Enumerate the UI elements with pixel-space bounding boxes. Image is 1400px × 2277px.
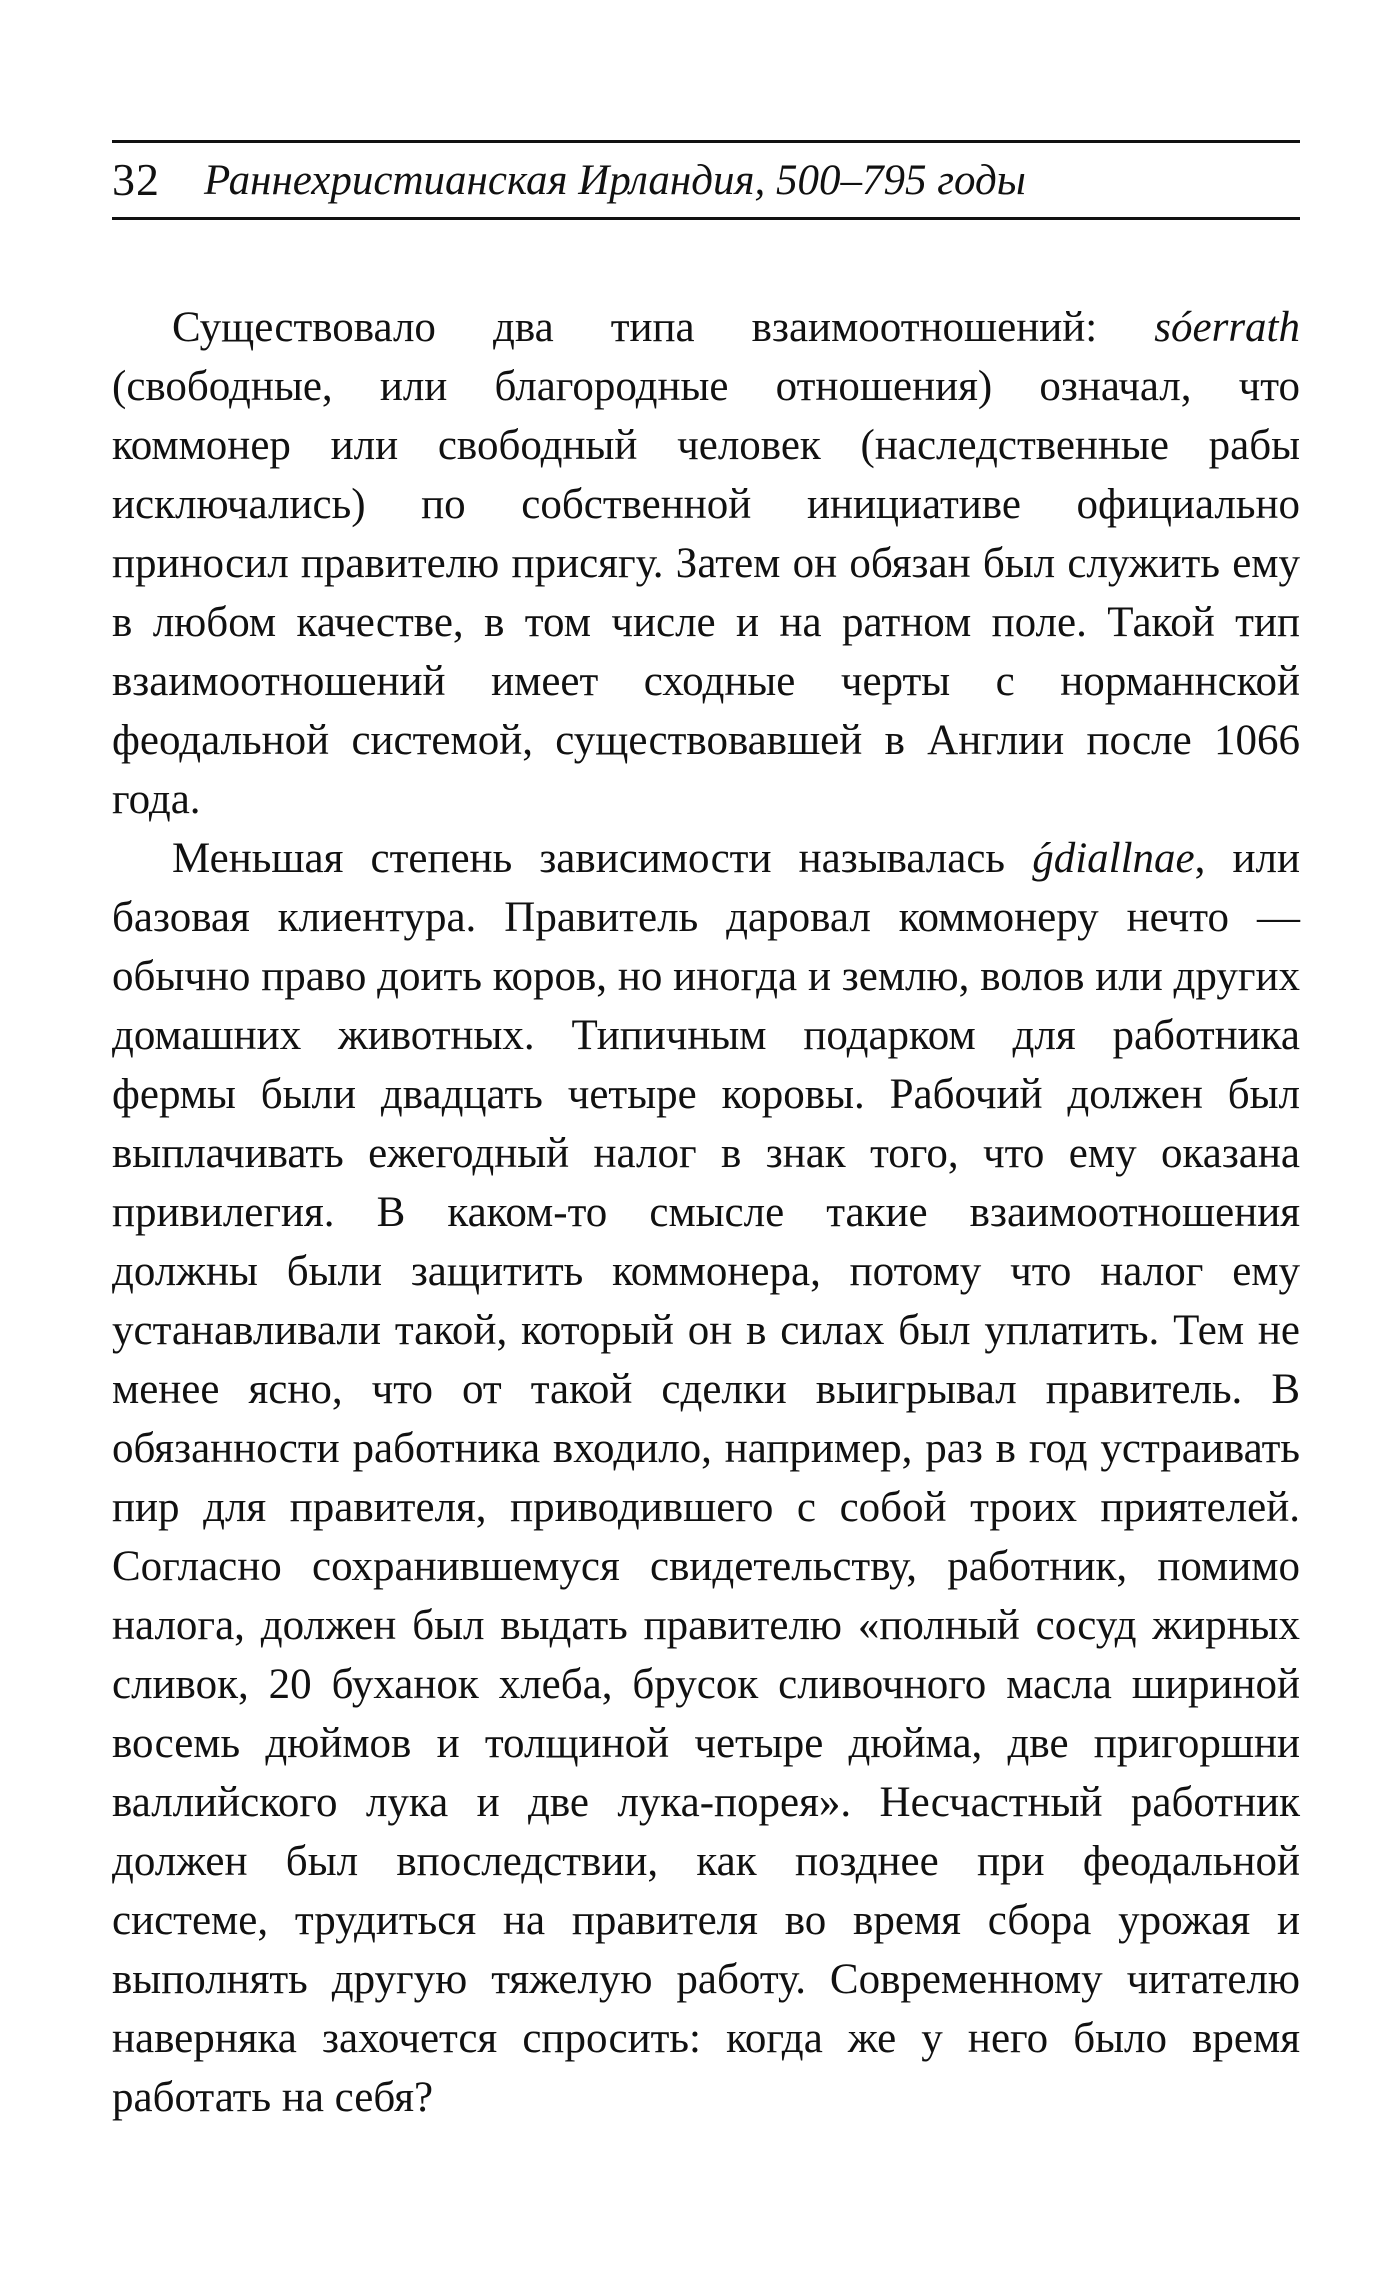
paragraph-2-text-start: Меньшая степень зависимости называлась (172, 835, 1033, 882)
body-text (112, 298, 1300, 2127)
term-soerrath: sóerrath (1154, 304, 1300, 351)
paragraph-1-text-start: Существовало два типа взаимоотношений: (172, 304, 1155, 351)
paragraph-1-text-end: (свободные, или благородные отношения) означал, что коммонер или свободный человек (наследственные рабы исключались) по собственной инициативе официально приносил правителю присягу. Затем он обязан был служить ему в любом качестве, в том числе и на ратном поле. Такой тип взаимоотношений имеет сходные черты с норманнской феодальной системой, существовавшей в Англии после 1066 года. (112, 363, 1300, 823)
running-title: Раннехристианская Ирландия, 500–795 годы (204, 156, 1026, 204)
running-header (112, 140, 1300, 220)
paragraph-1 (112, 298, 1300, 829)
paragraph-2-text-end: , или базовая клиентура. Правитель даровал коммонеру нечто — обычно право доить коров, но иногда и землю, волов или других домашних животных. Типичным подарком для работника фермы были двадцать четыре коровы. Рабочий должен был выплачивать ежегодный налог в знак того, что ему оказана привилегия. В каком-то смысле такие взаимоотношения должны были защитить коммонера, потому что налог ему устанавливали такой, который он в силах был уплатить. Тем не менее ясно, что от такой сделки выигрывал правитель. В обязанности работника входило, например, раз в год устраивать пир для правителя, приводившего с собой троих приятелей. Согласно сохранившемуся свидетельству, работник, помимо налога, должен был выдать правителю «полный сосуд жирных сливок, 20 буханок хлеба, брусок сливочного масла шириной восемь дюймов и толщиной четыре дюйма, две пригоршни валлийского лука и две лука-порея». Несчастный работник должен был впоследствии, как позднее при феодальной системе, трудиться на правителя во время сбора урожая и выполнять другую тяжелую работу. Современному читателю наверняка захочется спросить: когда же у него было время работать на себя? (112, 835, 1301, 2121)
page-number: 32 (112, 154, 160, 205)
book-page (112, 140, 1300, 2127)
term-giallnae: ǵdiallnae (1032, 835, 1195, 882)
paragraph-2 (112, 829, 1300, 2127)
